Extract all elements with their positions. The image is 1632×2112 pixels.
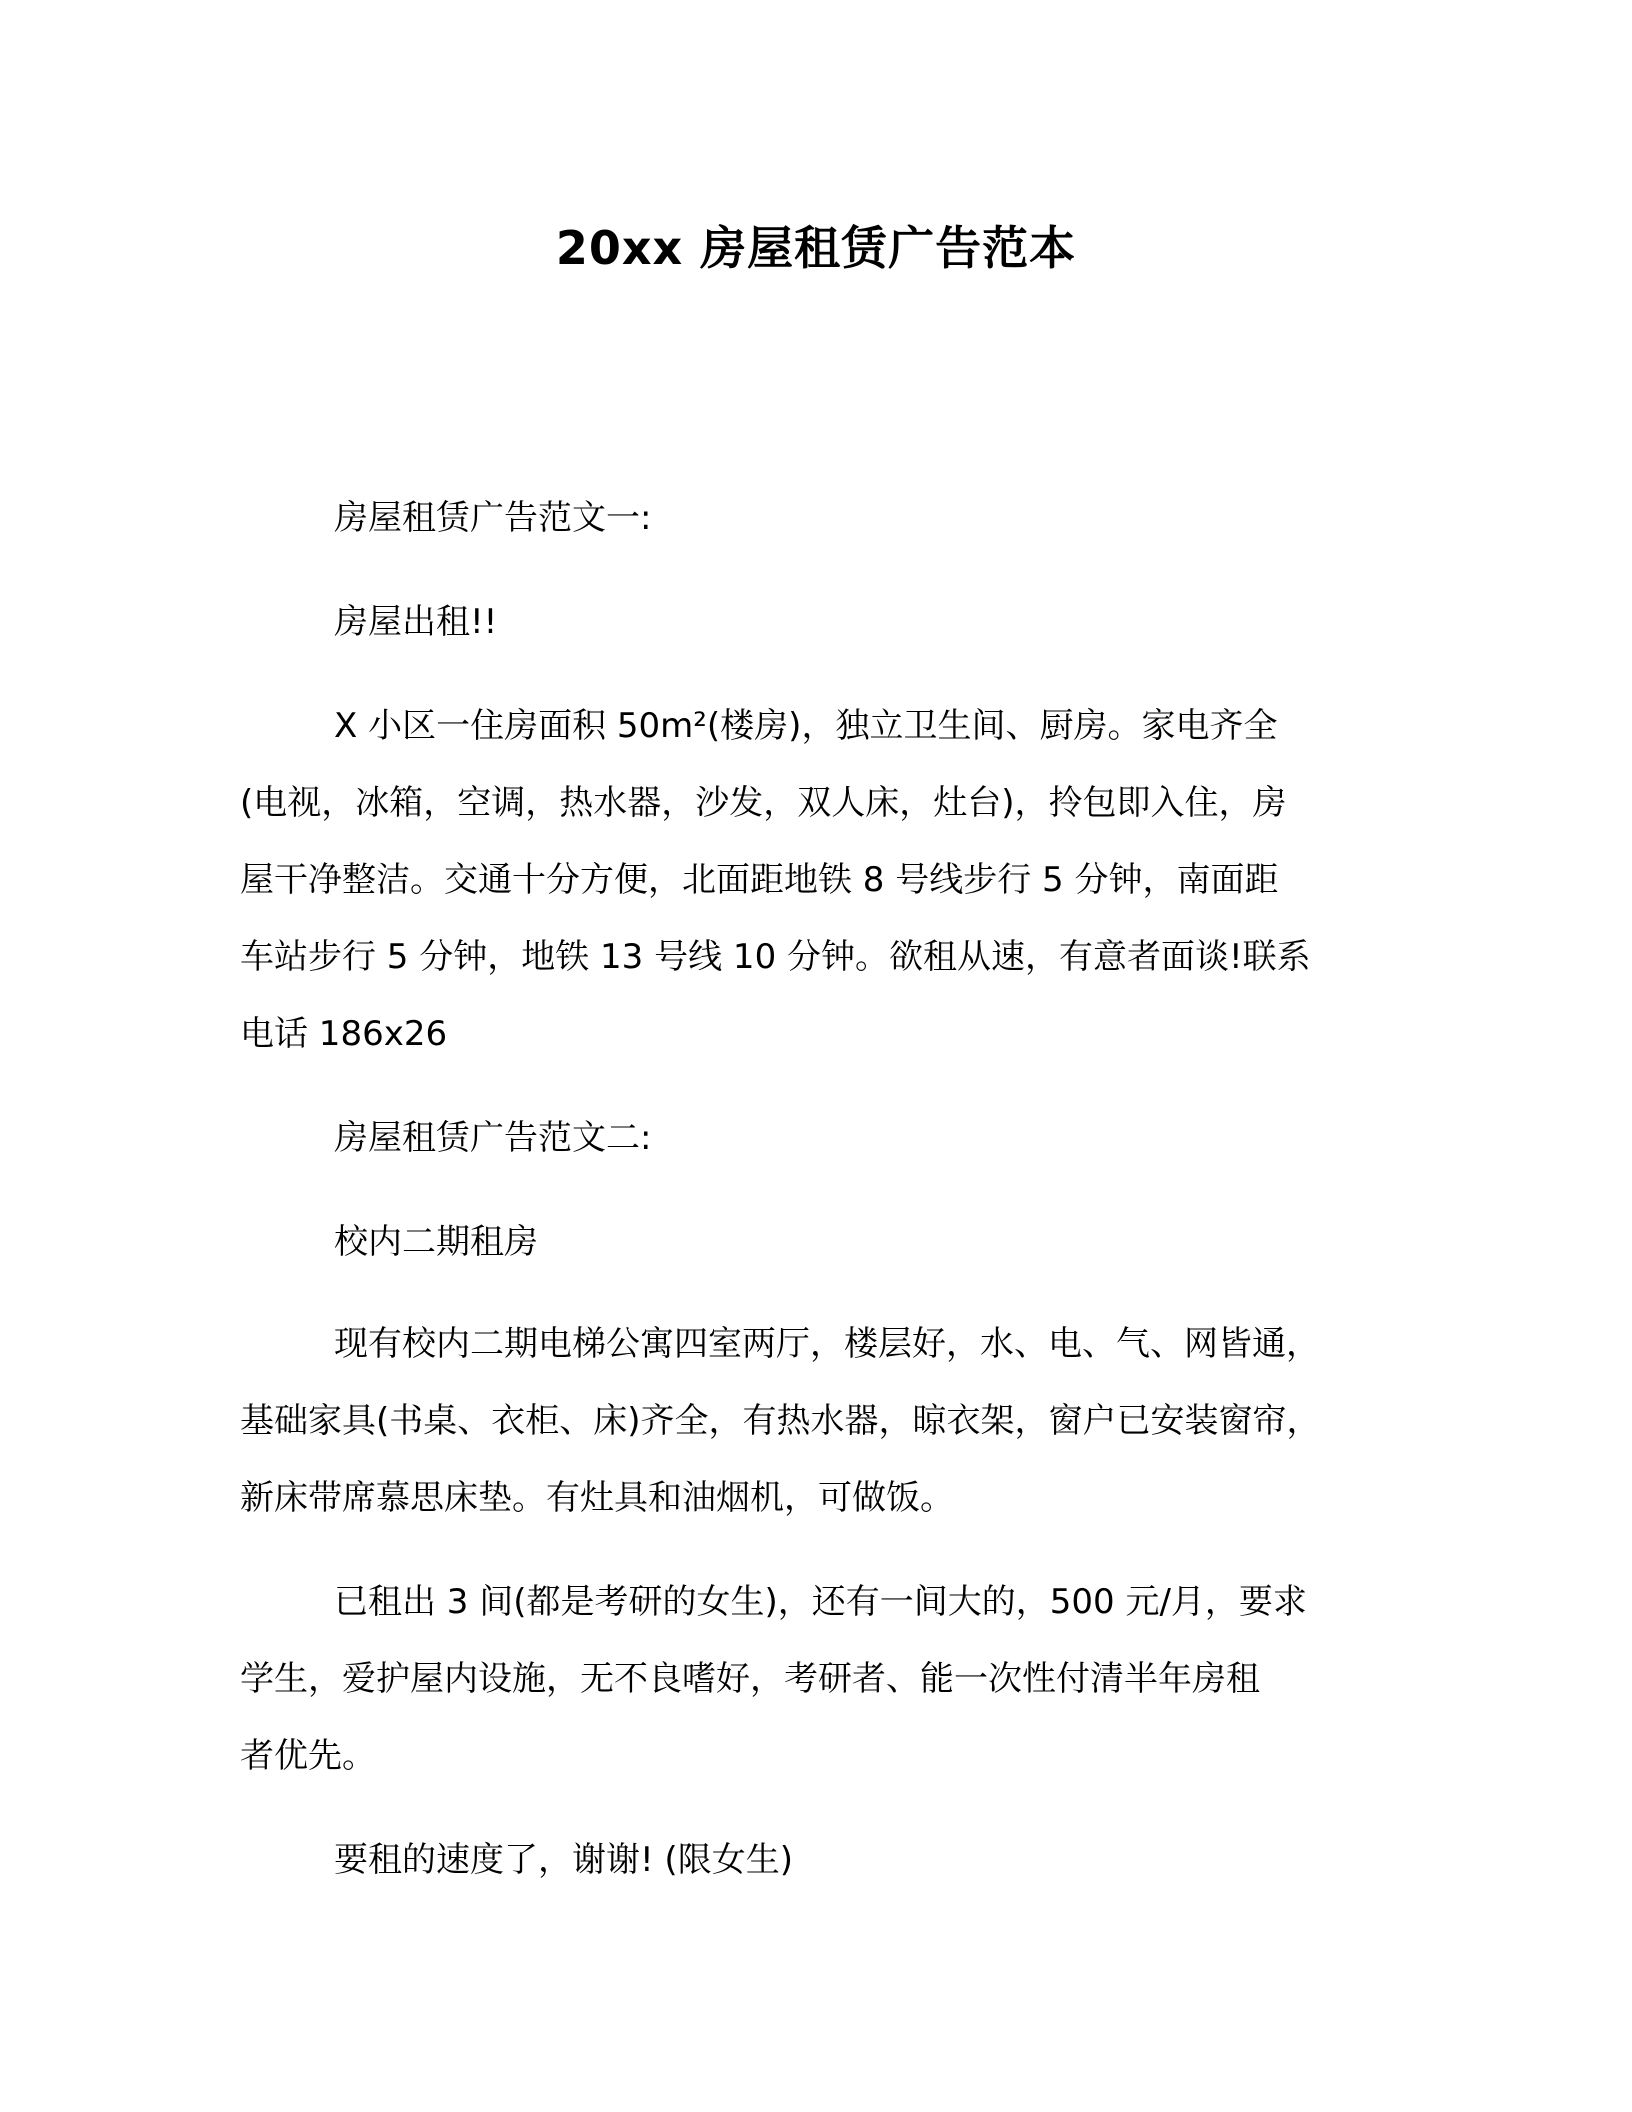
section-2-p2-line-3: 者优先。 <box>240 1736 376 1776</box>
section-2-p1-line-3: 新床带席慕思床垫。有灶具和油烟机，可做饭。 <box>240 1478 954 1518</box>
section-2-p2-line-1: 已租出 3 间(都是考研的女生)，还有一间大的，500 元/月，要求 <box>334 1582 1307 1622</box>
section-2-closing: 要租的速度了，谢谢! (限女生) <box>334 1840 793 1880</box>
section-1-line-2: (电视，冰箱，空调，热水器，沙发，双人床，灶台)，拎包即入住，房 <box>240 783 1287 823</box>
section-1-subheading: 房屋出租!! <box>334 602 498 642</box>
section-1-line-3: 屋干净整洁。交通十分方便，北面距地铁 8 号线步行 5 分钟，南面距 <box>240 860 1279 900</box>
section-1-line-4: 车站步行 5 分钟，地铁 13 号线 10 分钟。欲租从速，有意者面谈!联系 <box>240 937 1311 977</box>
section-2-heading: 房屋租赁广告范文二: <box>334 1118 652 1158</box>
section-2-paragraph-2 <box>240 1564 1410 1795</box>
section-2-p1-line-2: 基础家具(书桌、衣柜、床)齐全，有热水器，晾衣架，窗户已安装窗帘， <box>240 1401 1321 1441</box>
section-2-paragraph-1 <box>240 1306 1410 1537</box>
section-2-p1-line-1: 现有校内二期电梯公寓四室两厅，楼层好，水、电、气、网皆通， <box>334 1324 1320 1364</box>
section-1-heading: 房屋租赁广告范文一: <box>334 498 652 538</box>
section-1-line-1: X 小区一住房面积 50m²(楼房)，独立卫生间、厨房。家电齐全 <box>334 706 1278 746</box>
section-1-paragraph <box>240 688 1410 1073</box>
section-2-p2-line-2: 学生，爱护屋内设施，无不良嗜好，考研者、能一次性付清半年房租 <box>240 1659 1260 1699</box>
section-2-subheading: 校内二期租房 <box>334 1222 538 1262</box>
section-1-line-5: 电话 186x26 <box>240 1014 448 1054</box>
document-title: 20xx 房屋租赁广告范本 <box>555 221 1077 275</box>
